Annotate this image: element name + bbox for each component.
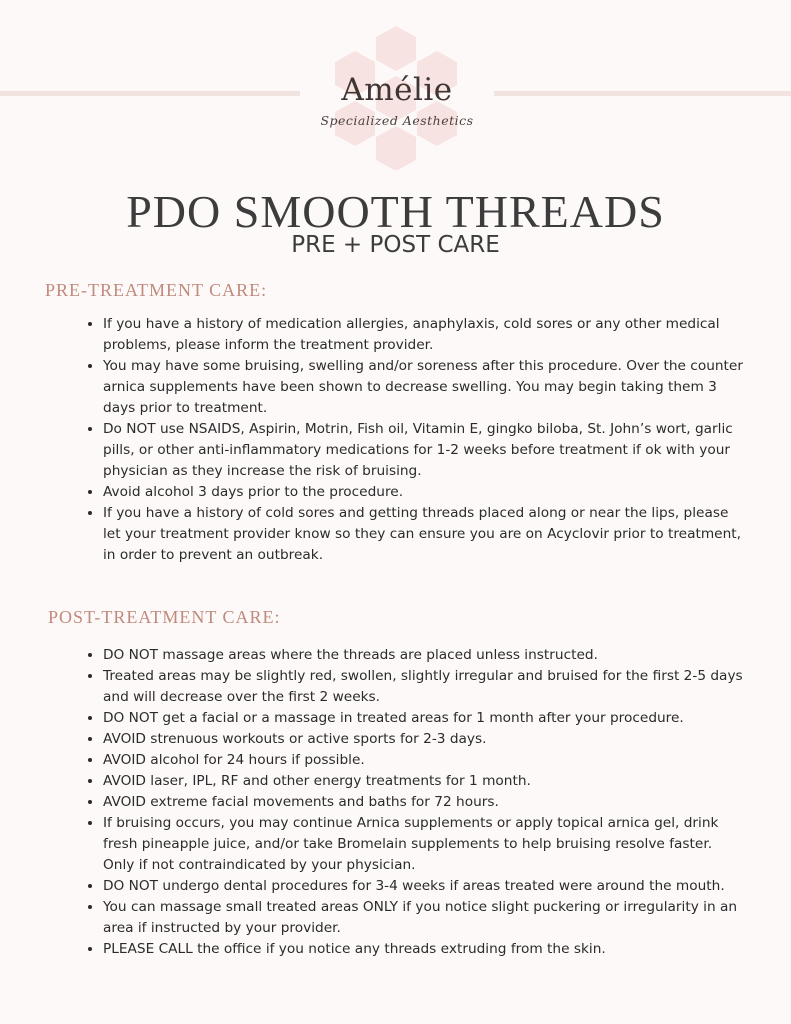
list-item: • AVOID alcohol for 24 hours if possible. (103, 750, 743, 771)
list-item: • Treated areas may be slightly red, swollen, slightly irregular and bruised for the first 2-5 days and will decrease over the first 2 weeks. (103, 666, 743, 708)
list-item: • You may have some bruising, swelling and/or soreness after this procedure. Over the counter arnica supplements have been shown to decrease swelling. You may begin taking them 3 days prior to treatment. (103, 356, 743, 419)
list-item: • If you have a history of medication allergies, anaphylaxis, cold sores or any other medical problems, please inform the treatment provider. (103, 314, 743, 356)
brand-name: Amélie (341, 72, 453, 108)
list-item: • DO NOT undergo dental procedures for 3-4 weeks if areas treated were around the mouth. (103, 876, 743, 897)
list-item: • If you have a history of cold sores and getting threads placed along or near the lips, please let your treatment provider know so they can ensure you are on Acyclovir prior to treatment, in order to prevent an outbreak. (103, 503, 743, 566)
header-rule-right (494, 91, 791, 96)
post-treatment-heading: POST-TREATMENT CARE: (48, 607, 281, 627)
list-item: • You can massage small treated areas ONLY if you notice slight puckering or irregularity in an area if instructed by your provider. (103, 897, 743, 939)
logo (300, 20, 494, 170)
page-title: PDO SMOOTH THREADS (126, 186, 665, 237)
list-item: • PLEASE CALL the office if you notice any threads extruding from the skin. (103, 939, 743, 960)
list-item: • DO NOT get a facial or a massage in treated areas for 1 month after your procedure. (103, 708, 743, 729)
list-item: • Do NOT use NSAIDS, Aspirin, Motrin, Fish oil, Vitamin E, gingko biloba, St. John’s wort, garlic pills, or other anti-inflammatory medications for 1-2 weeks before treatment if ok with your physician as they increase the risk of bruising. (103, 419, 743, 482)
list-item: • AVOID strenuous workouts or active sports for 2-3 days. (103, 729, 743, 750)
post-treatment-list (84, 645, 743, 960)
list-item: • If bruising occurs, you may continue Arnica supplements or apply topical arnica gel, drink fresh pineapple juice, and/or take Bromelain supplements to help bruising resolve faster. Only if not contraindicated by your physician. (103, 813, 743, 876)
list-item: • AVOID extreme facial movements and baths for 72 hours. (103, 792, 743, 813)
brand-tagline: Specialized Aesthetics (320, 113, 474, 128)
list-item: • Avoid alcohol 3 days prior to the procedure. (103, 482, 743, 503)
page-subtitle: PRE + POST CARE (291, 232, 500, 258)
pre-treatment-heading: PRE-TREATMENT CARE: (45, 280, 268, 300)
list-item: • DO NOT massage areas where the threads are placed unless instructed. (103, 645, 743, 666)
list-item: • AVOID laser, IPL, RF and other energy treatments for 1 month. (103, 771, 743, 792)
header-rule-left (0, 91, 300, 96)
pre-treatment-list (84, 314, 743, 566)
